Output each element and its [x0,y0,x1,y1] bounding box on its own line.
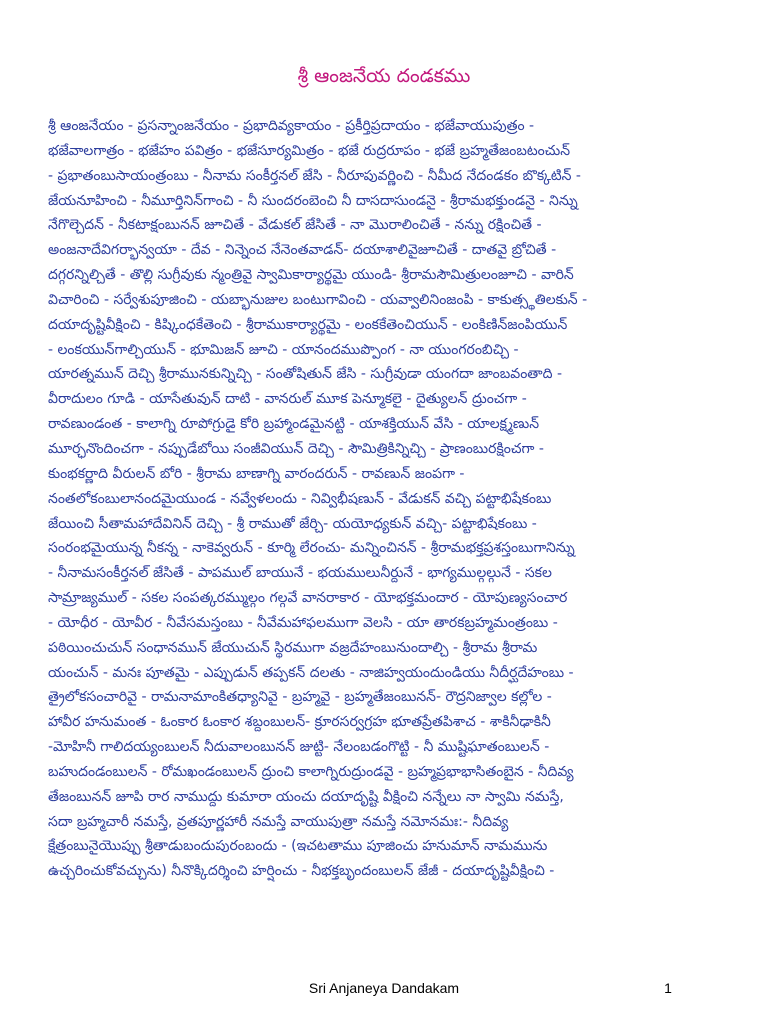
text-line: ఉచ్చరించుకోవచ్చును) నీనొక్కిదర్శించి హర్షించు - నీభక్తబృందంబులన్ జేజీ - దయాదృష్టివీక్షించి - [48,863,555,880]
text-line: బహుదండంబులన్ - రోమఖండంబులన్ ద్రుంచి కాలాగ్నిరుద్రుండవై - బ్రహ్మప్రభాభాసితంబైన - నీదివ్య [48,763,574,780]
text-line: క్షేత్రంబునైయొప్పు శ్రీతాడుబందుపురంబందు - (ఇచటతాము పూజించు హనుమాన్ నామమును [48,838,548,855]
text-line: శ్రీ ఆంజనేయం - ప్రసన్నాంజనేయం - ప్రభాదివ్యకాయం - ప్రకీర్తిప్రదాయం - భజేవాయుపుత్రం - [48,118,535,134]
footer-document-title: Sri Anjaneya Dandakam [308,980,460,996]
text-line: - ప్రభాతంబుసాయంత్రంబు - నీనామ సంకీర్తనల్ జేసి - నీరూపువర్ణించి - నీమీద నేదండకం బొక్కటిన్ - [48,167,581,184]
text-line: అంజనాదేవిగర్భాన్వయా - దేవ - నిన్నెంచ నేనెంతవాడన్- దయాశాలివైజూచితే - దాతవై బ్రోచితే - [48,242,557,259]
text-line: సంరంభమైయున్న నీకన్న - నాకెవ్వరున్ - కూర్మి లేరంచు- మన్నించినన్ - శ్రీరామభక్తప్రశస్తంబుగానిన్ను [48,540,575,557]
text-line: - నీనామసంకీర్తనల్ జేసితే - పాపముల్ బాయునే - భయములునీర్దునే - భాగ్యముల్గల్గునే - సకల [48,565,552,582]
text-line: జేయించి సీతామహాదేవినిన్ దెచ్చి - శ్రీ రాముతో జేర్చి- యయోధ్యకున్ వచ్చి- పట్టాభిషేకంబు - [48,515,537,532]
page-number: 1 [664,980,672,996]
text-line: పఠియించుచున్ సంధానమున్ జేయుచున్ స్థిరముగా వజ్రదేహంబునుందాల్చి - శ్రీరామ శ్రీరామ [48,639,538,656]
text-line: - యోధీర - యోవీర - నీవేసమస్తంబు - నీవేమహాఫలముగా వెలసి - యా తారకబ్రహ్మమంత్రంబు - [48,614,558,631]
document-title: శ్రీ ఆంజనేయ దండకము [297,65,471,87]
text-line: యంచున్ - మనః పూతమై - ఎప్పుడున్ తప్పకన్ దలతు - నాజిహ్వయందుండియు నీదీర్ఘదేహంబు - [48,664,574,681]
text-line: నంతలోకంబులానందమైయుండ - నవ్వేళలందు - నివ్విభీషణున్ - వేడుకన్ వచ్చి పట్టాభిషేకంబు [48,490,552,507]
text-line: కుంభకర్ణాది వీరులన్ బోరి - శ్రీరామ బాణాగ్ని వారందరున్ - రావణున్ జంపగా - [48,465,465,482]
text-line: సామ్రాజ్యముల్ - సకల సంపత్కరమ్ముల్గం గల్గవే వానరాకార - యోభక్తమందార - యోపుణ్యసంచార [48,590,568,607]
text-line: దయాదృష్టివీక్షించి - కిష్కింధకేతెంచి - శ్రీరాముకార్యార్థమై - లంకకేతెంచియున్ - లంకిణిన్‌జంపియున్ [48,316,568,333]
text-line: -మోహినీ గాలిదయ్యంబులన్ నీదువాలంబునన్ జుట్టి- నేలంబడంగొట్టి - నీ ముష్టిఘాతంబులన్ - [48,739,550,756]
text-line: విచారించి - సర్వేశుపూజించి - యబ్భానుజుల బంటుగావించి - యవ్వాలినింజంపి - కాకుత్స్థతిలకున్ - [48,291,588,308]
text-line: జేయనూహించి - నీమూర్తినిన్‌గాంచి - నీ సుందరంబెంచి నీ దాసదాసుండనై - శ్రీరామభక్తుండనై - నిన్ను [48,192,578,209]
text-line: దగ్గరన్నిల్చితే - తొల్లి సుగ్రీవుకు న్మంత్రివై స్వామికార్యార్థమై యుండి- శ్రీరామసౌమిత్రులంజూచి - వారిన్ [48,267,574,284]
text-line: తేజంబునన్ జూపి రార నాముద్దు కుమారా యంచు దయాదృష్టి వీక్షించి నన్నేలు నా స్వామి నమస్తే, [48,788,564,805]
text-line: మూర్ఛనొందించగా - నప్పుడేబోయి సంజీవియున్ దెచ్చి - సౌమిత్రికిన్నిచ్చి - ప్రాణంబురక్షించగా - [48,440,544,457]
text-line: వీరాదులం గూడి - యాసేతువున్ దాటి - వానరుల్ మూక పెన్మూకలై - దైత్యులన్ ద్రుంచగా - [48,391,527,408]
text-line: నేగొల్చెదన్ - నీకటాక్షంబునన్ జూచితే - వేడుకల్ జేసితే - నా మొరాలించితే - నన్ను రక్షించితే - [48,217,542,234]
text-line: త్రైలోకసంచారివై - రామనామాంకితధ్యానివై - బ్రహ్మవై - బ్రహ్మతేజంబునన్- రౌద్రనిజ్వాల కల్లోల - [48,689,552,706]
text-line: - లంకయున్‌గాల్చియున్ - భూమిజన్ జూచి - యానందముప్పొంగ - నా యుంగరంబిచ్చి - [48,341,519,358]
text-line: సదా బ్రహ్మచారీ నమస్తే, వ్రతపూర్ణహారీ నమస్తే వాయుపుత్రా నమస్తే నమోనమః:- నీదివ్య [48,813,509,830]
text-line: హావీర హనుమంత - ఓంకార ఓంకార శబ్దంబులన్- క్రూరసర్వగ్రహ భూతప్రేతపిశాచ - శాకినీఢాకినీ [48,714,551,731]
text-line: యారత్నమున్ దెచ్చి శ్రీరామునకున్నిచ్చి - సంతోషితున్ జేసి - సుగ్రీవుడా యంగదా జాంబవంతాది - [48,366,562,383]
text-line: భజేవాలగాత్రం - భజేహం పవిత్రం - భజేసూర్యమిత్రం - భజే రుద్రరూపం - భజే బ్రహ్మతేజంబటంచున్ [48,142,571,159]
text-line: రావణుండంత - కాలాగ్ని రూపోగ్రుడై కోరి బ్రహ్మాండమైనట్టి - యాశక్తియున్ వేసి - యాలక్ష్మణున్ [48,416,540,433]
dandakam-body-text [48,114,720,894]
